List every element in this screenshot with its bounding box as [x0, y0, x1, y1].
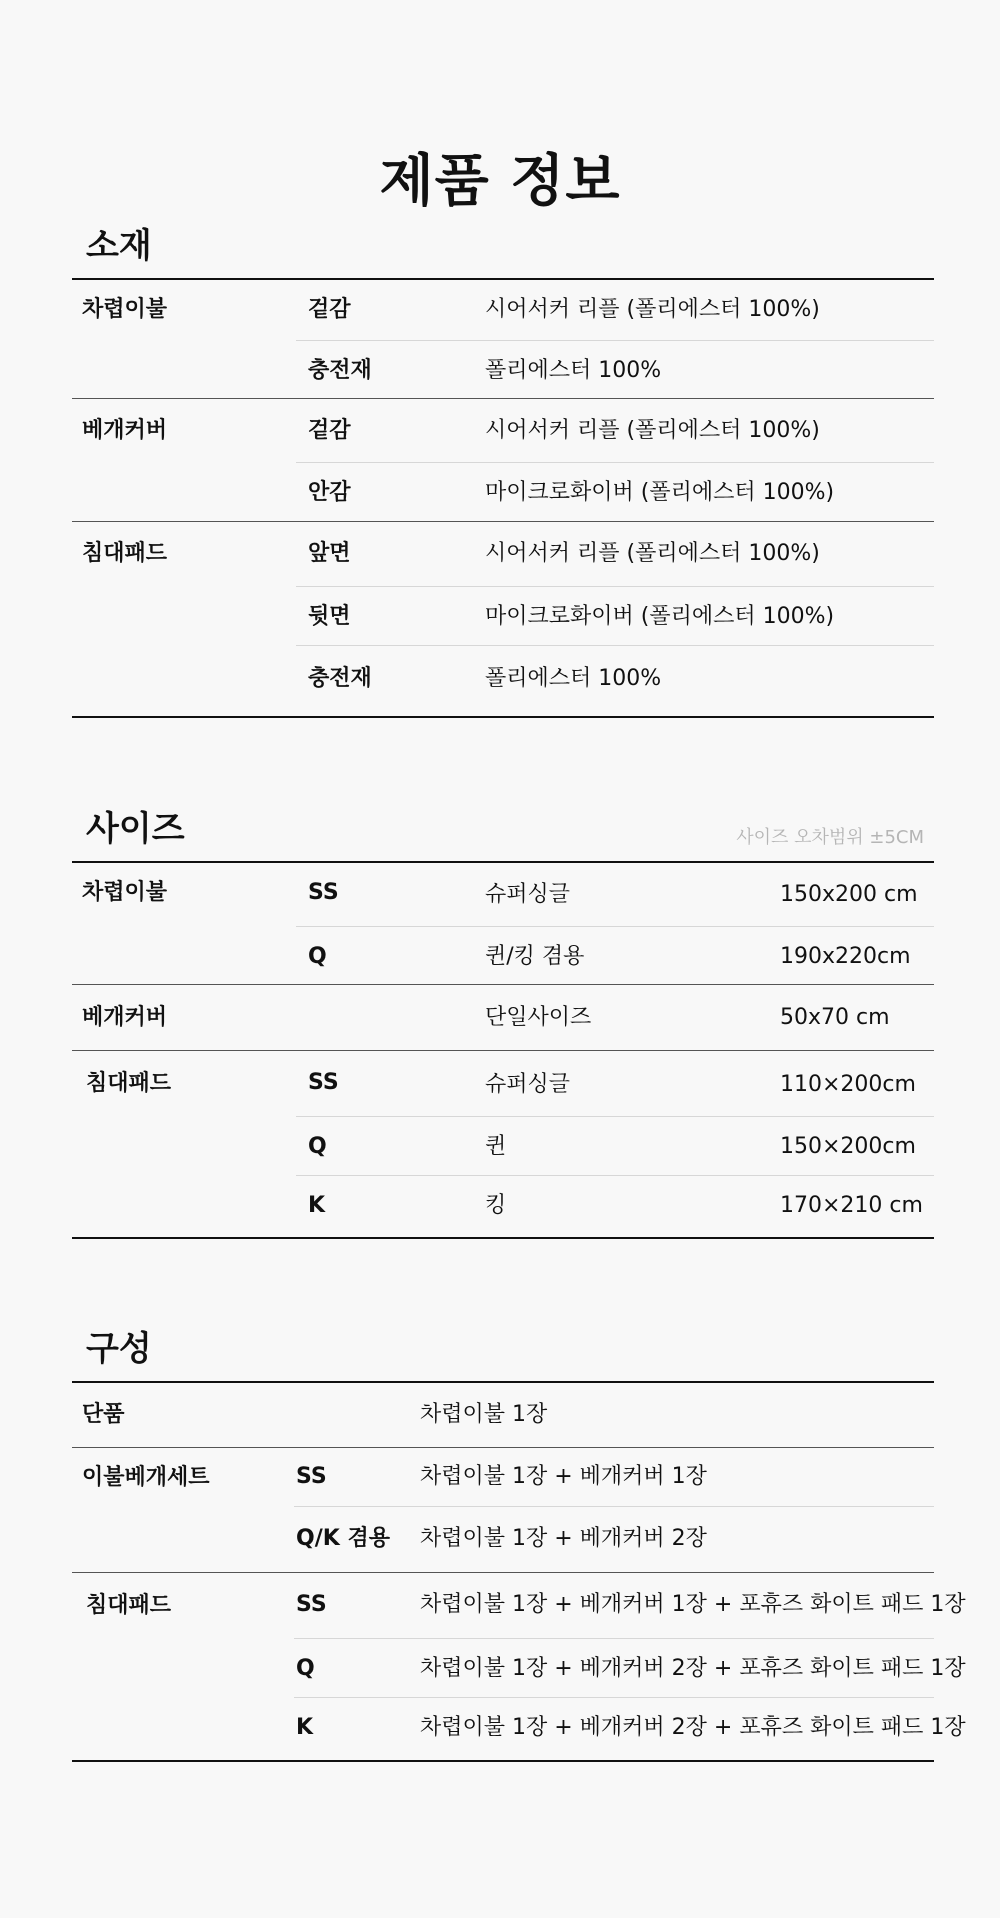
- size-group-quilt: [72, 863, 934, 985]
- size-name: 킹: [485, 1193, 507, 1218]
- size-heading: 사이즈: [86, 809, 185, 849]
- size-name: 단일사이즈: [485, 1005, 592, 1030]
- material-group-bedpad: [72, 522, 934, 718]
- size-group-label: 베개커버: [82, 1005, 168, 1030]
- size-heading-bar: [72, 797, 934, 863]
- material-value: 시어서커 리플 (폴리에스터 100%): [485, 541, 820, 566]
- composition-group-single: [72, 1383, 934, 1448]
- material-value: 폴리에스터 100%: [485, 666, 662, 691]
- composition-heading-bar: [72, 1317, 934, 1383]
- table-row: [294, 1698, 966, 1760]
- material-value: 시어서커 리플 (폴리에스터 100%): [485, 418, 820, 443]
- table-row: [296, 587, 934, 646]
- table-row: [296, 1117, 934, 1176]
- composition-option: Q/K 겸용: [296, 1526, 390, 1551]
- composition-group-label: 침대패드: [86, 1593, 172, 1618]
- table-row: [72, 1383, 934, 1447]
- composition-group-label: 단품: [82, 1402, 125, 1427]
- table-row: [294, 1639, 966, 1698]
- composition-contents: 차렵이불 1장 + 베개커버 2장 + 포휴즈 화이트 패드 1장: [420, 1715, 966, 1740]
- size-dimension: 170×210 cm: [780, 1193, 923, 1218]
- size-group-label: 침대패드: [86, 1071, 172, 1096]
- table-row: [294, 1448, 934, 1507]
- composition-section: [72, 1317, 966, 1762]
- material-group-label: 침대패드: [82, 541, 168, 566]
- table-row: [296, 280, 934, 341]
- table-row: [296, 646, 934, 716]
- material-heading-bar: [72, 214, 934, 280]
- material-section: [72, 214, 934, 718]
- table-row: [296, 522, 934, 587]
- size-dimension: 190x220cm: [780, 944, 911, 969]
- size-code: K: [308, 1193, 326, 1218]
- material-part: 겉감: [308, 418, 351, 443]
- material-part: 충전재: [308, 666, 372, 691]
- table-row: [296, 863, 934, 927]
- size-name: 퀸/킹 겸용: [485, 944, 585, 969]
- material-part: 뒷면: [308, 604, 351, 629]
- table-row: [296, 927, 934, 984]
- table-row: [296, 399, 934, 463]
- material-value: 시어서커 리플 (폴리에스터 100%): [485, 297, 820, 322]
- size-dimension: 150x200 cm: [780, 882, 918, 907]
- material-group-label: 차렵이불: [82, 297, 168, 322]
- table-row: [296, 341, 934, 398]
- size-code: Q: [308, 944, 327, 969]
- composition-contents: 차렵이불 1장 + 베개커버 2장 + 포휴즈 화이트 패드 1장: [420, 1656, 966, 1681]
- size-dimension: 150×200cm: [780, 1134, 916, 1159]
- material-heading: 소재: [86, 226, 152, 266]
- size-code: SS: [308, 1070, 339, 1095]
- material-part: 충전재: [308, 358, 372, 383]
- material-group-quilt: [72, 280, 934, 399]
- composition-group-label: 이불베개세트: [82, 1465, 210, 1490]
- material-part: 앞면: [308, 541, 351, 566]
- composition-option: SS: [296, 1592, 327, 1617]
- size-name: 슈퍼싱글: [485, 1072, 571, 1097]
- table-row: [294, 1507, 934, 1572]
- table-row: [296, 463, 934, 521]
- size-section: [72, 797, 934, 1239]
- composition-contents: 차렵이불 1장 + 베개커버 1장: [420, 1464, 707, 1489]
- table-row: [296, 1051, 934, 1117]
- size-dimension: 50x70 cm: [780, 1005, 890, 1030]
- size-code: Q: [308, 1134, 327, 1159]
- table-row: [296, 1176, 934, 1237]
- size-code: SS: [308, 880, 339, 905]
- composition-group-bedpad: [72, 1573, 966, 1762]
- composition-option: SS: [296, 1464, 327, 1489]
- size-name: 슈퍼싱글: [485, 882, 571, 907]
- size-group-pillowcover: [72, 985, 934, 1051]
- table-row: [296, 985, 934, 1050]
- material-value: 마이크로화이버 (폴리에스터 100%): [485, 480, 835, 505]
- composition-contents: 차렵이불 1장 + 베개커버 2장: [420, 1526, 707, 1551]
- composition-group-pillowset: [72, 1448, 934, 1573]
- composition-option: Q: [296, 1656, 315, 1681]
- material-value: 마이크로화이버 (폴리에스터 100%): [485, 604, 835, 629]
- composition-heading: 구성: [86, 1329, 152, 1369]
- composition-contents: 차렵이불 1장 + 베개커버 1장 + 포휴즈 화이트 패드 1장: [420, 1592, 966, 1617]
- size-group-bedpad: [72, 1051, 934, 1239]
- material-value: 폴리에스터 100%: [485, 358, 662, 383]
- table-row: [294, 1573, 966, 1639]
- size-dimension: 110×200cm: [780, 1072, 916, 1097]
- composition-option: K: [296, 1715, 314, 1740]
- material-part: 겉감: [308, 297, 351, 322]
- composition-contents: 차렵이불 1장: [420, 1402, 548, 1427]
- size-name: 퀸: [485, 1134, 507, 1159]
- material-group-pillowcover: [72, 399, 934, 522]
- size-tolerance-note: 사이즈 오차범위 ±5CM: [736, 827, 924, 848]
- size-group-label: 차렵이불: [82, 880, 168, 905]
- material-part: 안감: [308, 480, 351, 505]
- material-group-label: 베개커버: [82, 418, 168, 443]
- page-title: 제품 정보: [379, 148, 621, 214]
